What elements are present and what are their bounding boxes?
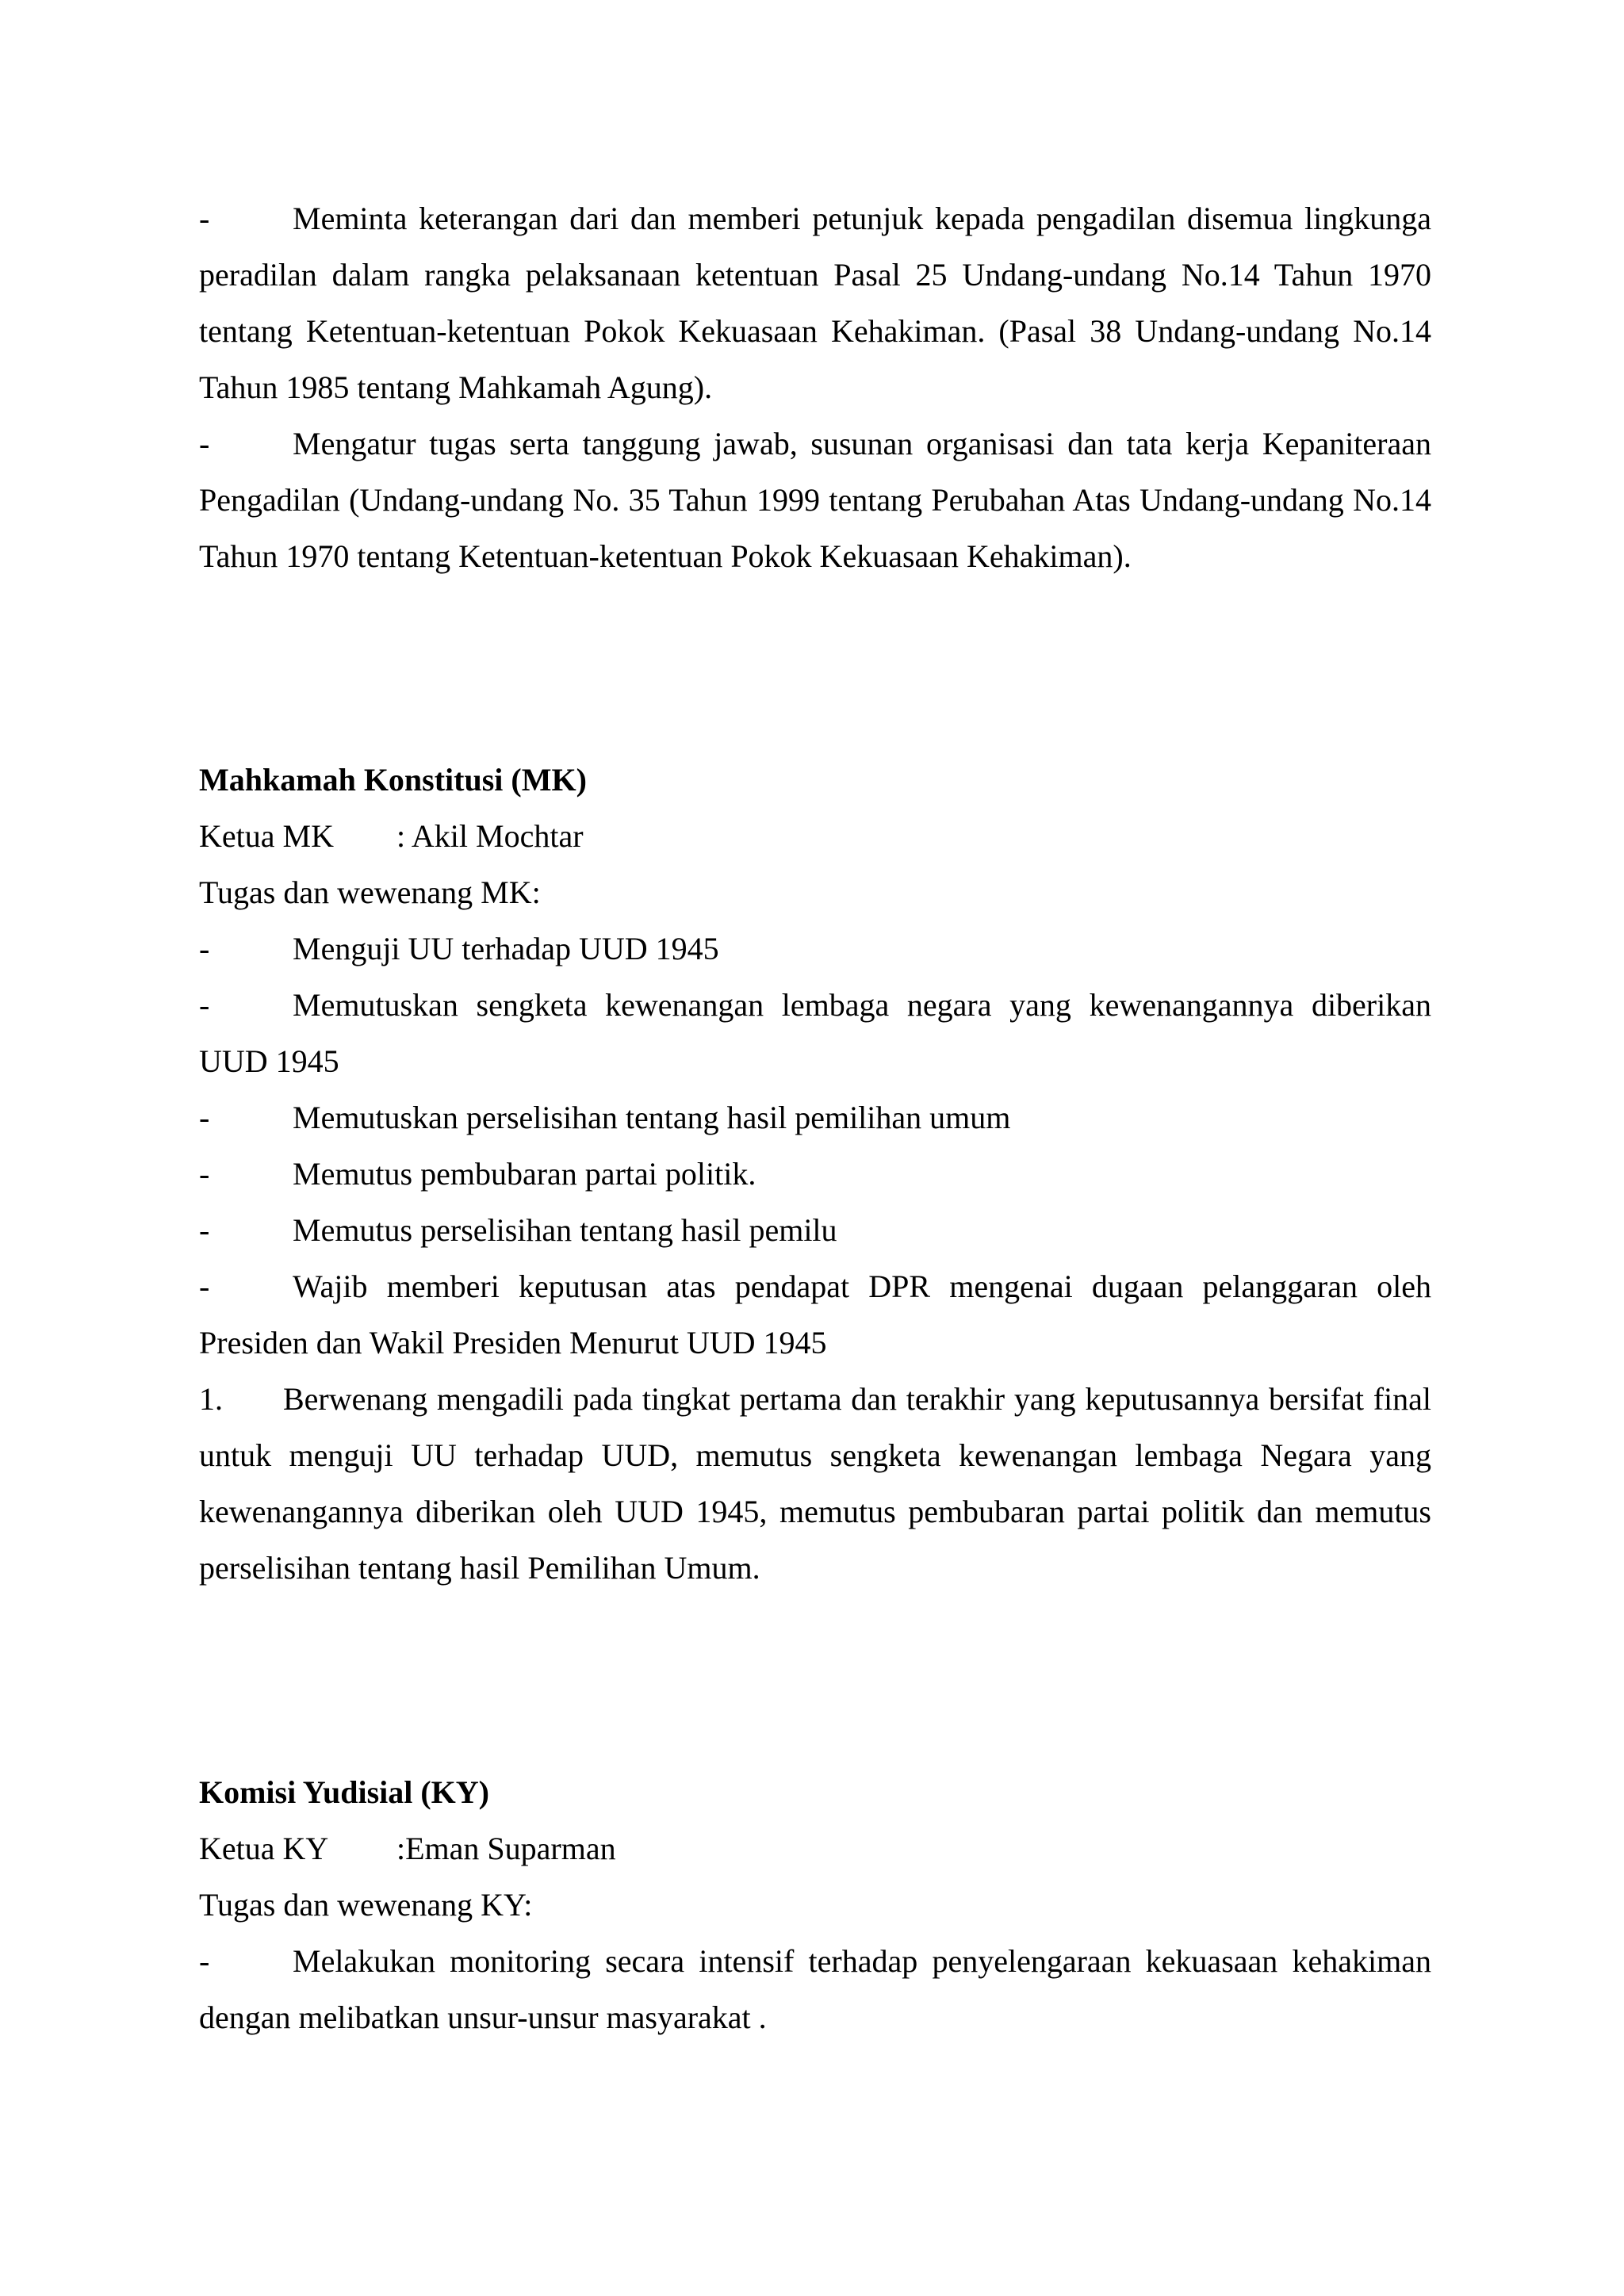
list-marker: -: [199, 1212, 210, 1248]
list-item-text: Memutuskan perselisihan tentang hasil pemilihan umum: [293, 1100, 1011, 1135]
section-mk: [199, 752, 1431, 1596]
intro-item-2: [199, 415, 1431, 584]
mk-numbered-item: [199, 1371, 1431, 1596]
list-marker: -: [199, 201, 210, 236]
mk-chair-value: : Akil Mochtar: [396, 818, 584, 854]
mk-chair-label: Ketua MK: [199, 818, 334, 854]
section-gap: [199, 1596, 1431, 1764]
list-marker: -: [199, 1100, 210, 1135]
list-item-text: Berwenang mengadili pada tingkat pertama dan terakhir yang keputusannya bersifat final untuk menguji UU terhadap UUD, memutus sengketa kewenangan lembaga Negara yang kewenangannya diberikan oleh UUD 1945, memutus pembubaran partai politik dan memutus perselisihan tentang hasil Pemilihan Umum.: [199, 1381, 1431, 1586]
list-marker: -: [199, 1156, 210, 1192]
list-item-text: Melakukan monitoring secara intensif terhadap penyelengaraan kekuasaan kehakiman dengan melibatkan unsur-unsur masyarakat .: [199, 1943, 1431, 2035]
list-marker: -: [199, 931, 210, 966]
list-item-text: Memutuskan sengketa kewenangan lembaga negara yang kewenangannya diberikan UUD 1945: [199, 987, 1431, 1079]
section-gap: [199, 584, 1431, 752]
list-item-text: Memutus pembubaran partai politik.: [293, 1156, 756, 1192]
list-marker: -: [199, 426, 210, 461]
list-marker: -: [199, 1269, 210, 1304]
ky-chair-label: Ketua KY: [199, 1831, 329, 1866]
mk-item-5: [199, 1202, 1431, 1258]
mk-item-1: [199, 920, 1431, 977]
mk-chair-row: [199, 808, 1431, 864]
list-item-text: Mengatur tugas serta tanggung jawab, susunan organisasi dan tata kerja Kepaniteraan Pengadilan (Undang-undang No. 35 Tahun 1999 tentang Perubahan Atas Undang-undang No.14 Tahun 1970 tentang Ketentuan-ketentuan Pokok Kekuasaan Kehakiman).: [199, 426, 1431, 574]
mk-item-6: [199, 1258, 1431, 1371]
list-marker: 1.: [199, 1381, 223, 1417]
list-marker: -: [199, 987, 210, 1023]
list-marker: -: [199, 1943, 210, 1979]
document-page: [199, 190, 1431, 2045]
list-item-text: Memutus perselisihan tentang hasil pemilu: [293, 1212, 837, 1248]
list-item-text: Wajib memberi keputusan atas pendapat DPR mengenai dugaan pelanggaran oleh Presiden dan Wakil Presiden Menurut UUD 1945: [199, 1269, 1431, 1360]
mk-duties-title: Tugas dan wewenang MK:: [199, 874, 541, 910]
section-heading-mk: Mahkamah Konstitusi (MK): [199, 762, 587, 798]
mk-item-4: [199, 1146, 1431, 1202]
list-item-text: Meminta keterangan dari dan memberi petunjuk kepada pengadilan disemua lingkunga peradilan dalam rangka pelaksanaan ketentuan Pasal 25 Undang-undang No.14 Tahun 1970 tentang Ketentuan-ketentuan Pokok Kekuasaan Kehakiman. (Pasal 38 Undang-undang No.14 Tahun 1985 tentang Mahkamah Agung).: [199, 201, 1431, 405]
intro-item-1: [199, 190, 1431, 415]
ky-chair-row: [199, 1820, 1431, 1877]
mk-item-2: [199, 977, 1431, 1089]
section-ky: [199, 1764, 1431, 2045]
ky-item-1: [199, 1933, 1431, 2045]
mk-item-3: [199, 1089, 1431, 1146]
section-heading-ky: Komisi Yudisial (KY): [199, 1774, 489, 1810]
ky-chair-value: :Eman Suparman: [396, 1831, 616, 1866]
ky-duties-title: Tugas dan wewenang KY:: [199, 1887, 533, 1923]
list-item-text: Menguji UU terhadap UUD 1945: [293, 931, 719, 966]
